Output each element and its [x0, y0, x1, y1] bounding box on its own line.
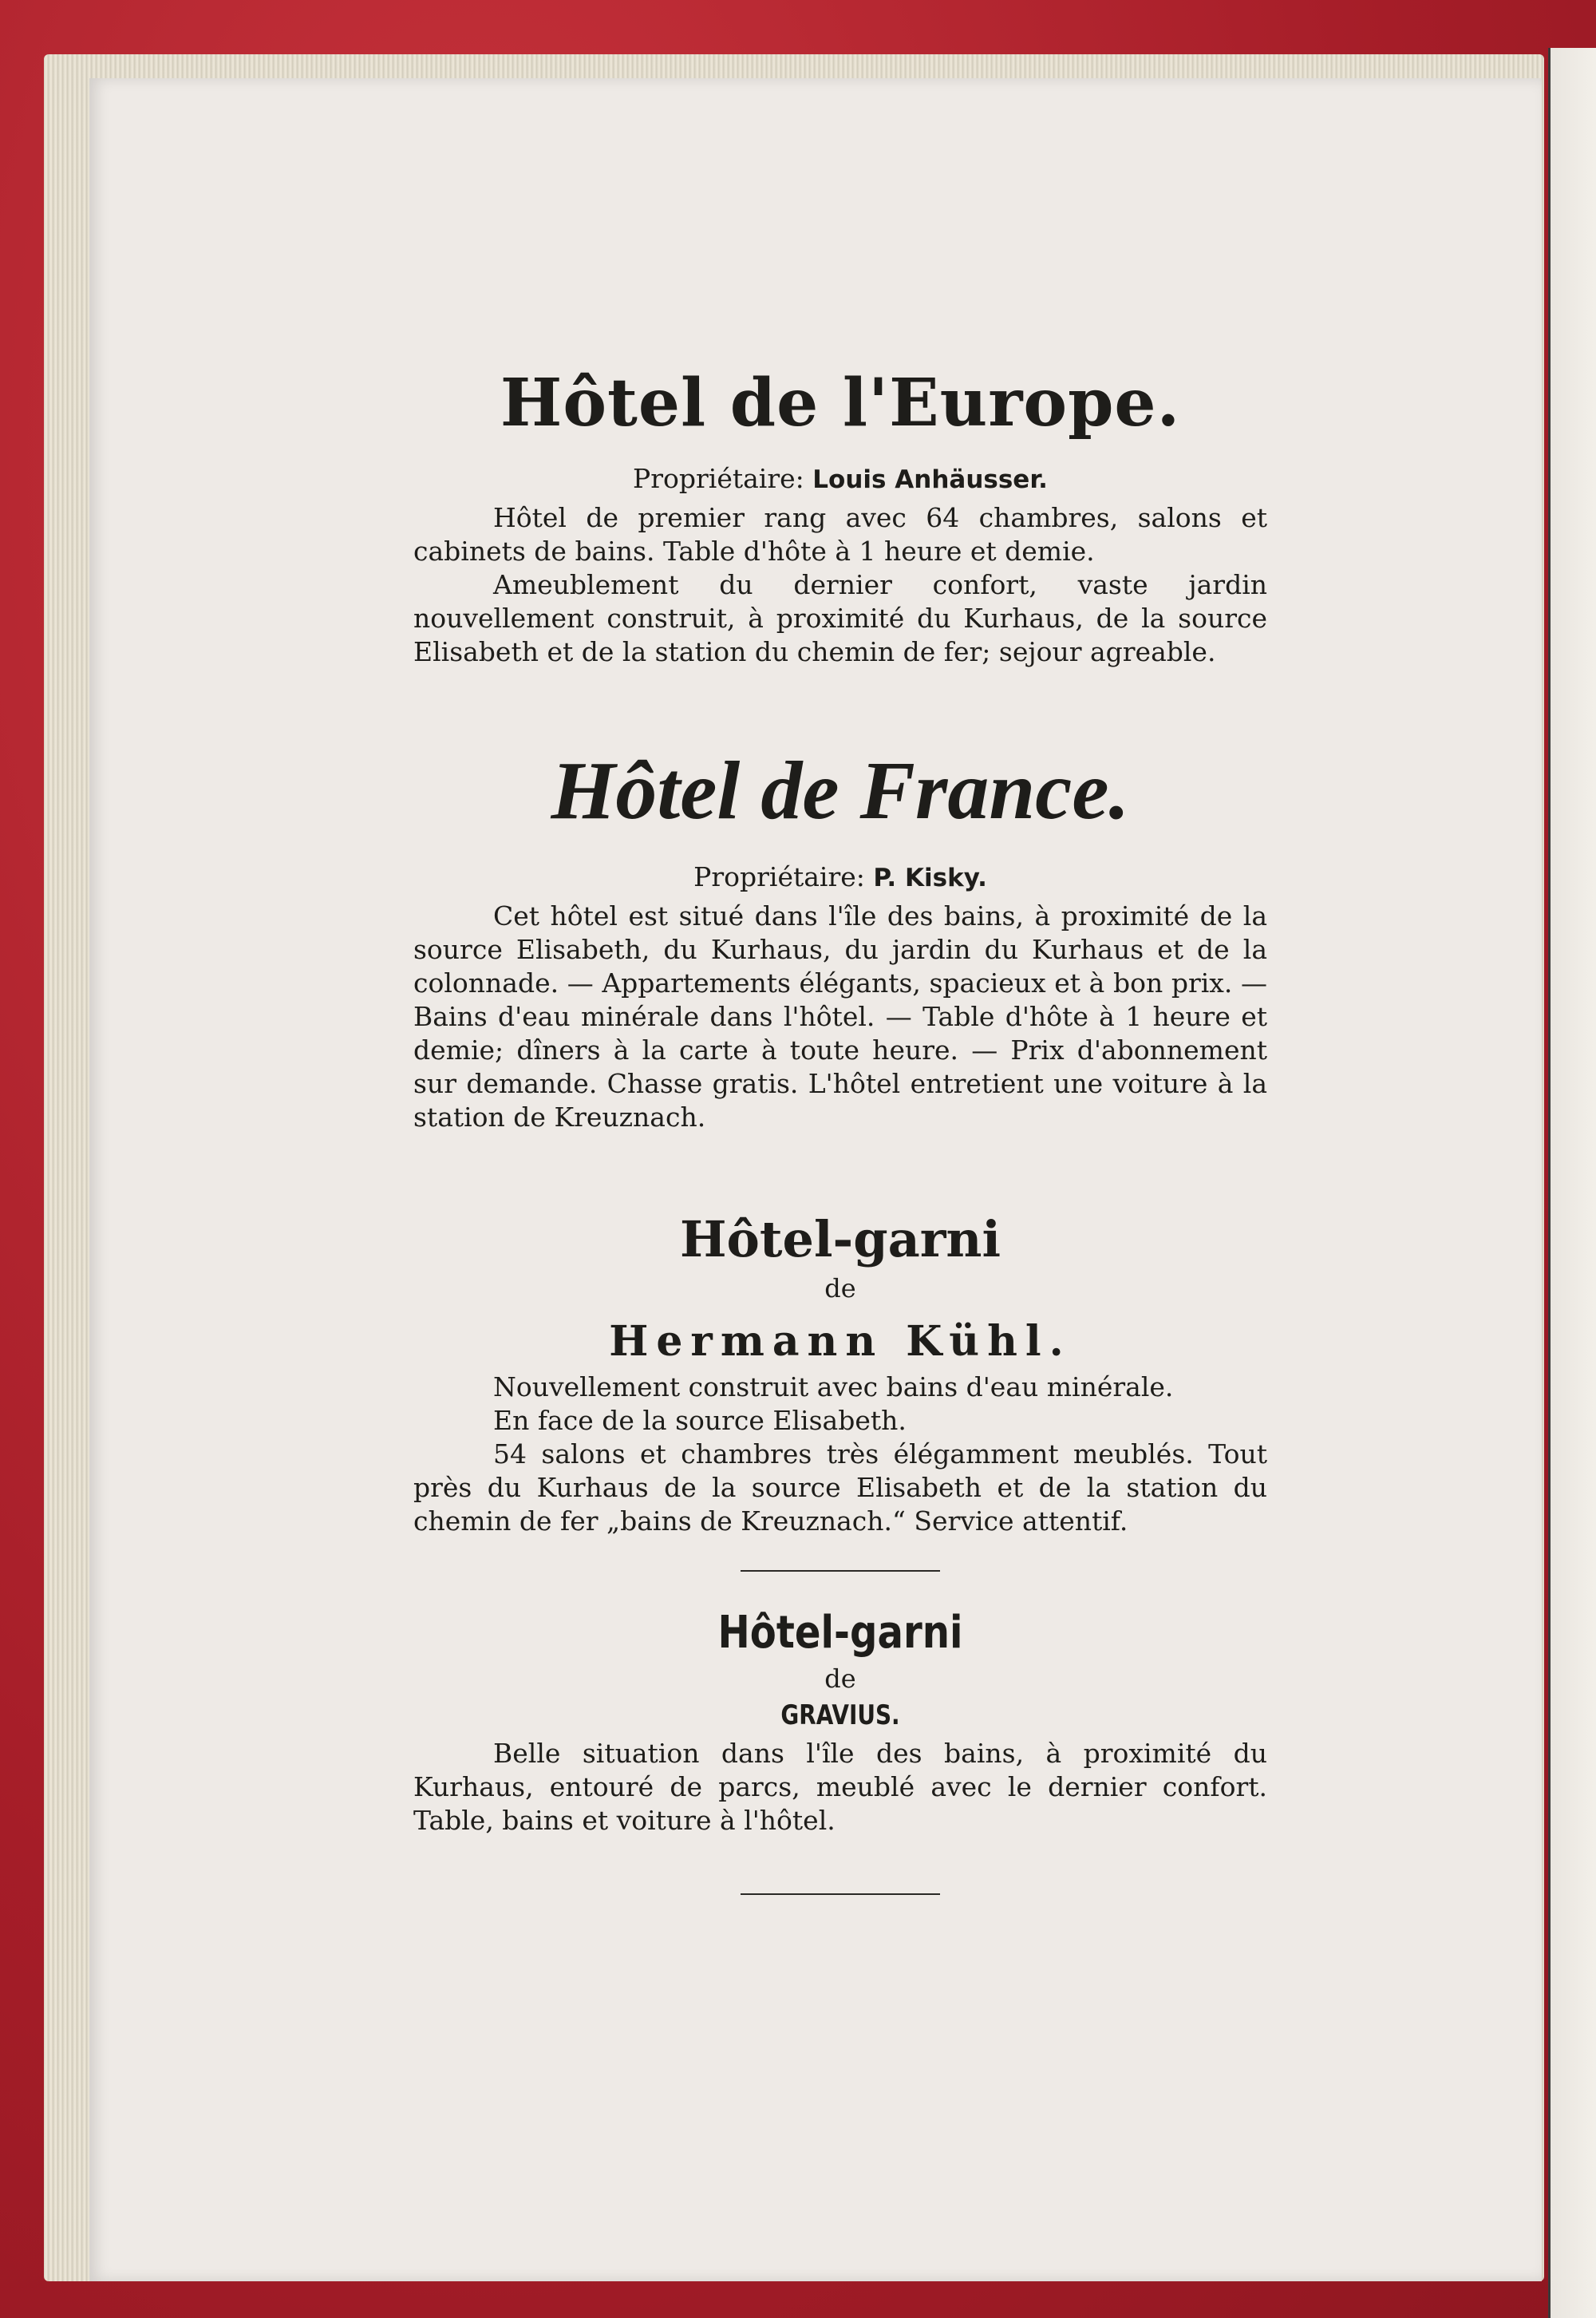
hotel-garni-kuhl-title: Hôtel-garni: [679, 1209, 1001, 1268]
hotel-garni-gravius-paragraph: Belle situation dans l'île des bains, à proximité du Kurhaus, entouré de parcs, meublé avec le dernier confort. Table, bains et voiture à l'hôtel.: [413, 1738, 1267, 1837]
hotel-garni-gravius-section: [413, 1608, 1267, 1837]
proprietor-name: Louis Anhäusser.: [812, 465, 1048, 495]
hotel-france-paragraph: Cet hôtel est situé dans l'île des bains, à proximité de la source Elisabeth, du Kurhaus, du jardin du Kurhaus et de la colonnade. — Appartements élégants, spacieux et à bon prix. — Bains d'eau minérale dans l'hôtel. — Table d'hôte à 1 heure et demie; dîners à la carte à toute heure. — Prix d'abonnement sur demande. Chasse gratis. L'hôtel entretient une voiture à la station de Kreuznach.: [413, 900, 1267, 1133]
end-divider: [741, 1893, 940, 1895]
hotel-france-section: [413, 746, 1267, 1134]
proprietor-name: P. Kisky.: [873, 863, 987, 892]
hotel-garni-kuhl-line-2: En face de la source Elisabeth.: [493, 1404, 907, 1436]
proprietor-label: Propriétaire:: [633, 463, 804, 495]
facing-page-edge: [1548, 48, 1596, 2318]
hotel-france-proprietor: [413, 861, 1267, 893]
hotel-garni-gravius-owner: GRAVIUS.: [780, 1699, 900, 1731]
hotel-garni-kuhl-line-1: Nouvellement construit avec bains d'eau minérale.: [493, 1371, 1174, 1402]
hotel-europe-paragraph-2: Ameublement du dernier confort, vaste jardin nouvellement construit, à proximité du Kurhaus, de la source Elisabeth et de la station du chemin de fer; sejour agreable.: [413, 569, 1267, 668]
hotel-europe-paragraph-1: Hôtel de premier rang avec 64 chambres, salons et cabinets de bains. Table d'hôte à 1 heure et demie.: [413, 502, 1267, 568]
hotel-europe-title: Hôtel de l'Europe.: [500, 365, 1181, 441]
hotel-europe-proprietor: [413, 463, 1267, 495]
advertisement-content: [413, 351, 1267, 1895]
section-divider: [741, 1570, 940, 1572]
hotel-garni-kuhl-paragraph: 54 salons et chambres très élégamment meublés. Tout près du Kurhaus de la source Elisabeth et de la station du chemin de fer „bains de Kreuznach.“ Service attentif.: [413, 1438, 1267, 1537]
hotel-garni-kuhl-de: de: [824, 1273, 856, 1304]
hotel-europe-section: [413, 367, 1267, 669]
hotel-garni-gravius-de: de: [824, 1663, 856, 1695]
hotel-garni-kuhl-section: [413, 1209, 1267, 1538]
hotel-garni-kuhl-owner: Hermann Kühl.: [609, 1316, 1072, 1366]
hotel-france-title: Hôtel de France.: [551, 745, 1130, 837]
proprietor-label: Propriétaire:: [693, 860, 865, 892]
hotel-garni-gravius-title: Hôtel-garni: [717, 1606, 963, 1659]
